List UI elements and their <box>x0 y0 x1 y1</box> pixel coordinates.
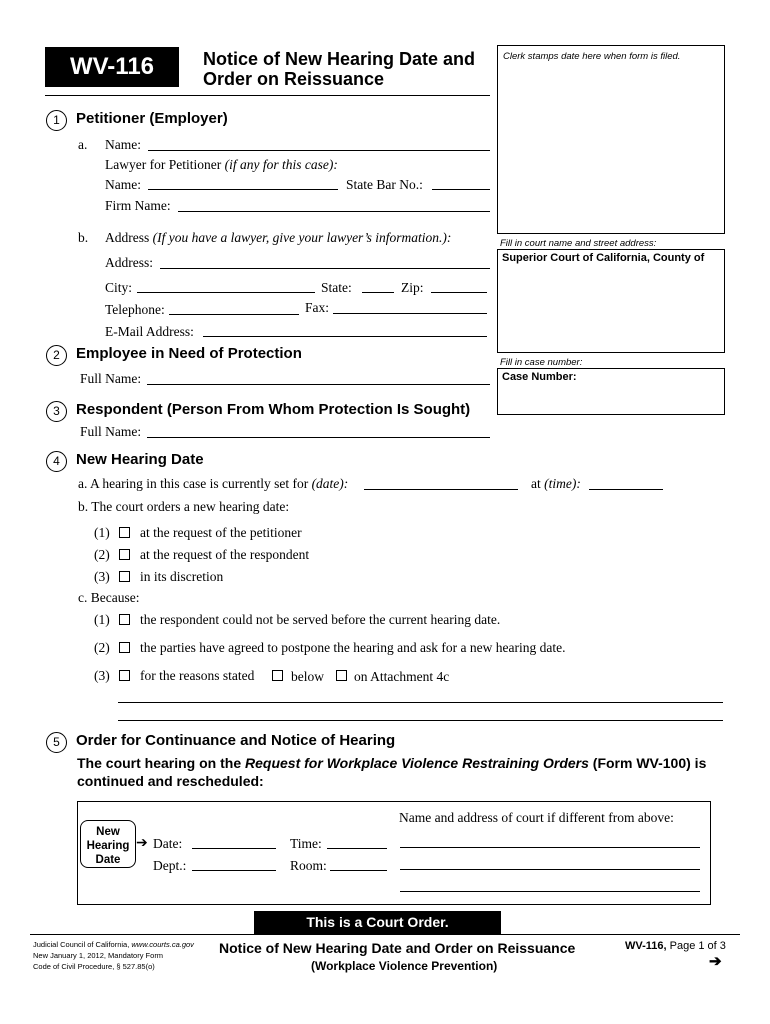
reasons-attachment-label: on Attachment 4c <box>354 669 450 684</box>
new-hearing-badge <box>80 820 136 868</box>
option-4c1-num: (1) <box>94 612 110 627</box>
court-diff-line-2[interactable] <box>400 869 700 870</box>
option-4c3-checkbox[interactable] <box>119 670 130 681</box>
form-code-badge: WV-116 <box>45 47 179 87</box>
option-4b1-num: (1) <box>94 525 110 540</box>
reasons-field-line-1[interactable] <box>118 702 723 703</box>
option-4b3-num: (3) <box>94 569 110 584</box>
case-number-label: Case Number: <box>502 371 577 383</box>
city-field[interactable] <box>137 292 315 293</box>
dept-label: Dept.: <box>153 858 187 873</box>
arrow-right-icon: ➔ <box>136 834 148 850</box>
court-diff-line-1[interactable] <box>400 847 700 848</box>
lawyer-label <box>105 157 338 173</box>
option-4c2-label: the parties have agreed to postpone the hearing and ask for a new hearing date. <box>140 640 566 655</box>
header-rule <box>45 95 490 96</box>
court-name-box[interactable] <box>497 249 725 353</box>
option-4b1-label: at the request of the petitioner <box>140 525 302 540</box>
item-4b-text: b. The court orders a new hearing date: <box>78 499 290 514</box>
section-4-number: 4 <box>46 451 67 472</box>
court-fill-note: Fill in court name and street address: <box>500 238 657 249</box>
state-label: State: <box>321 280 352 295</box>
section-2-title: Employee in Need of Protection <box>76 345 302 362</box>
clerk-stamp-box[interactable] <box>497 45 725 234</box>
telephone-label: Telephone: <box>105 302 165 317</box>
case-fill-note: Fill in case number: <box>500 357 583 368</box>
court-diff-line-3[interactable] <box>400 891 700 892</box>
zip-field[interactable] <box>431 292 487 293</box>
section-5-body-post: (Form WV-100) is <box>592 755 707 771</box>
telephone-field[interactable] <box>169 314 299 315</box>
option-4b3-checkbox[interactable] <box>119 571 130 582</box>
room-field[interactable] <box>330 870 387 871</box>
item-4a-time-label: (time): <box>544 476 581 491</box>
new-time-field[interactable] <box>327 848 387 849</box>
city-label: City: <box>105 280 133 295</box>
item-4a-text-main: a. A hearing in this case is currently set for <box>78 476 309 491</box>
item-4a-at <box>531 476 581 492</box>
option-4b2-checkbox[interactable] <box>119 549 130 560</box>
item-4c-text: c. Because: <box>78 590 140 605</box>
item-1a-marker: a. <box>78 137 88 152</box>
address-label: Address: <box>105 255 153 270</box>
room-label: Room: <box>290 858 327 873</box>
section-5-number: 5 <box>46 732 67 753</box>
option-4c2-checkbox[interactable] <box>119 642 130 653</box>
option-4b2-num: (2) <box>94 547 110 562</box>
lawyer-name-label: Name: <box>105 177 141 192</box>
address-field[interactable] <box>160 268 490 269</box>
section-5-title: Order for Continuance and Notice of Hearing <box>76 732 396 749</box>
section-1-title: Petitioner (Employer) <box>76 110 228 127</box>
zip-label: Zip: <box>401 280 424 295</box>
section-5-body-form-name: Request for Workplace Violence Restraining Orders <box>245 755 589 771</box>
employee-name-field[interactable] <box>147 384 490 385</box>
section-5-body-line1 <box>77 755 706 771</box>
state-bar-label: State Bar No.: <box>346 177 423 192</box>
email-label: E-Mail Address: <box>105 324 194 339</box>
new-hearing-badge-line3: Date <box>95 854 121 866</box>
section-3-number: 3 <box>46 401 67 422</box>
new-date-field[interactable] <box>192 848 276 849</box>
reasons-field-line-2[interactable] <box>118 720 723 721</box>
court-diff-label: Name and address of court if different from above: <box>399 810 674 825</box>
section-5-body-pre: The court hearing on the <box>77 755 242 771</box>
item-4a-text <box>78 476 348 492</box>
new-time-label: Time: <box>290 836 322 851</box>
dept-field[interactable] <box>192 870 276 871</box>
item-4a-date-label: (date): <box>311 476 349 491</box>
reasons-below-checkbox[interactable] <box>272 670 283 681</box>
state-bar-field[interactable] <box>432 189 490 190</box>
footer-page-number: Page 1 of 3 <box>669 940 726 952</box>
footer-title: Notice of New Hearing Date and Order on Reissuance <box>219 940 576 956</box>
lawyer-name-field[interactable] <box>148 189 338 190</box>
address-heading <box>105 230 451 246</box>
footer-council-url[interactable]: www.courts.ca.gov <box>131 940 194 949</box>
clerk-stamp-note: Clerk stamps date here when form is filed. <box>503 51 681 62</box>
option-4c1-label: the respondent could not be served before the current hearing date. <box>140 612 501 627</box>
form-title-line2: Order on Reissuance <box>203 69 385 89</box>
section-5-body-line2: continued and rescheduled: <box>77 773 264 789</box>
fax-label: Fax: <box>305 300 330 315</box>
option-4c1-checkbox[interactable] <box>119 614 130 625</box>
option-4b1-checkbox[interactable] <box>119 527 130 538</box>
email-field[interactable] <box>203 336 487 337</box>
footer-subtitle: (Workplace Violence Prevention) <box>311 959 498 973</box>
item-4a-at-text: at <box>531 476 541 491</box>
current-hearing-date-field[interactable] <box>364 489 518 490</box>
reasons-below-label: below <box>291 669 324 684</box>
option-4c3-label: for the reasons stated <box>140 668 255 683</box>
item-1b-marker: b. <box>78 230 89 245</box>
address-heading-note: (If you have a lawyer, give your lawyer’s information.): <box>152 230 452 245</box>
option-4b2-label: at the request of the respondent <box>140 547 310 562</box>
footer-code: Code of Civil Procedure, § 527.85(o) <box>33 962 155 971</box>
reasons-attachment-checkbox[interactable] <box>336 670 347 681</box>
address-heading-text: Address <box>105 230 150 245</box>
footer-form-code: WV-116, <box>625 940 667 952</box>
state-field[interactable] <box>362 292 394 293</box>
petitioner-name-field[interactable] <box>148 150 490 151</box>
form-title-line1: Notice of New Hearing Date and <box>203 49 476 69</box>
firm-name-label: Firm Name: <box>105 198 171 213</box>
respondent-name-field[interactable] <box>147 437 490 438</box>
footer-page <box>625 940 726 952</box>
respondent-name-label: Full Name: <box>80 424 142 439</box>
section-2-number: 2 <box>46 345 67 366</box>
option-4c2-num: (2) <box>94 640 110 655</box>
footer-rule <box>30 934 740 935</box>
employee-name-label: Full Name: <box>80 371 142 386</box>
court-order-banner: This is a Court Order. <box>254 911 501 934</box>
new-hearing-badge-line1: New <box>96 826 120 838</box>
option-4c3-num: (3) <box>94 668 110 683</box>
footer-revised: New January 1, 2012, Mandatory Form <box>33 951 164 960</box>
lawyer-label-note: (if any for this case): <box>224 157 338 172</box>
current-hearing-time-field[interactable] <box>589 489 663 490</box>
firm-name-field[interactable] <box>178 211 490 212</box>
petitioner-name-label: Name: <box>105 137 141 152</box>
new-date-label: Date: <box>153 836 183 851</box>
footer-council-text: Judicial Council of California, <box>33 940 132 949</box>
section-4-title: New Hearing Date <box>76 451 204 468</box>
next-page-arrow-icon[interactable]: ➔ <box>709 953 722 970</box>
fax-field[interactable] <box>333 313 487 314</box>
section-1-number: 1 <box>46 110 67 131</box>
court-name-label: Superior Court of California, County of <box>502 252 705 264</box>
new-hearing-badge-line2: Hearing <box>86 840 130 852</box>
lawyer-label-text: Lawyer for Petitioner <box>105 157 222 172</box>
option-4b3-label: in its discretion <box>140 569 224 584</box>
section-3-title: Respondent (Person From Whom Protection Is Sought) <box>76 401 471 418</box>
footer-council <box>33 940 194 949</box>
